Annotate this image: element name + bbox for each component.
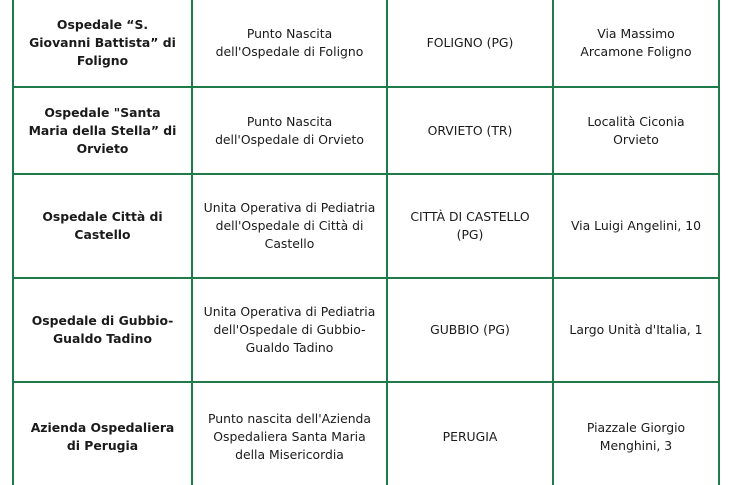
address-cell: Largo Unità d'Italia, 1 <box>553 278 719 382</box>
service-cell: Unita Operativa di Pediatria dell'Ospedale di Gubbio-Gualdo Tadino <box>192 278 387 382</box>
table-row <box>13 0 719 87</box>
hospital-name-cell: Ospedale Città di Castello <box>13 174 192 278</box>
table-row <box>13 278 719 382</box>
address-cell: Località Ciconia Orvieto <box>553 87 719 174</box>
hospital-name-cell: Ospedale di Gubbio-Gualdo Tadino <box>13 278 192 382</box>
service-cell: Punto Nascita dell'Ospedale di Orvieto <box>192 87 387 174</box>
table-row <box>13 87 719 174</box>
hospitals-table <box>12 0 720 485</box>
service-cell: Punto Nascita dell'Ospedale di Foligno <box>192 0 387 87</box>
city-cell: ORVIETO (TR) <box>387 87 553 174</box>
service-cell: Unita Operativa di Pediatria dell'Ospedale di Città di Castello <box>192 174 387 278</box>
city-cell: GUBBIO (PG) <box>387 278 553 382</box>
address-cell: Via Massimo Arcamone Foligno <box>553 0 719 87</box>
address-cell: Piazzale Giorgio Menghini, 3 <box>553 382 719 485</box>
address-cell: Via Luigi Angelini, 10 <box>553 174 719 278</box>
table-row <box>13 174 719 278</box>
city-cell: FOLIGNO (PG) <box>387 0 553 87</box>
city-cell: PERUGIA <box>387 382 553 485</box>
table-row <box>13 382 719 485</box>
hospital-name-cell: Ospedale "Santa Maria della Stella” di Orvieto <box>13 87 192 174</box>
service-cell: Punto nascita dell'Azienda Ospedaliera Santa Maria della Misericordia <box>192 382 387 485</box>
hospital-name-cell: Azienda Ospedaliera di Perugia <box>13 382 192 485</box>
hospital-name-cell: Ospedale “S. Giovanni Battista” di Foligno <box>13 0 192 87</box>
city-cell: CITTÀ DI CASTELLO (PG) <box>387 174 553 278</box>
